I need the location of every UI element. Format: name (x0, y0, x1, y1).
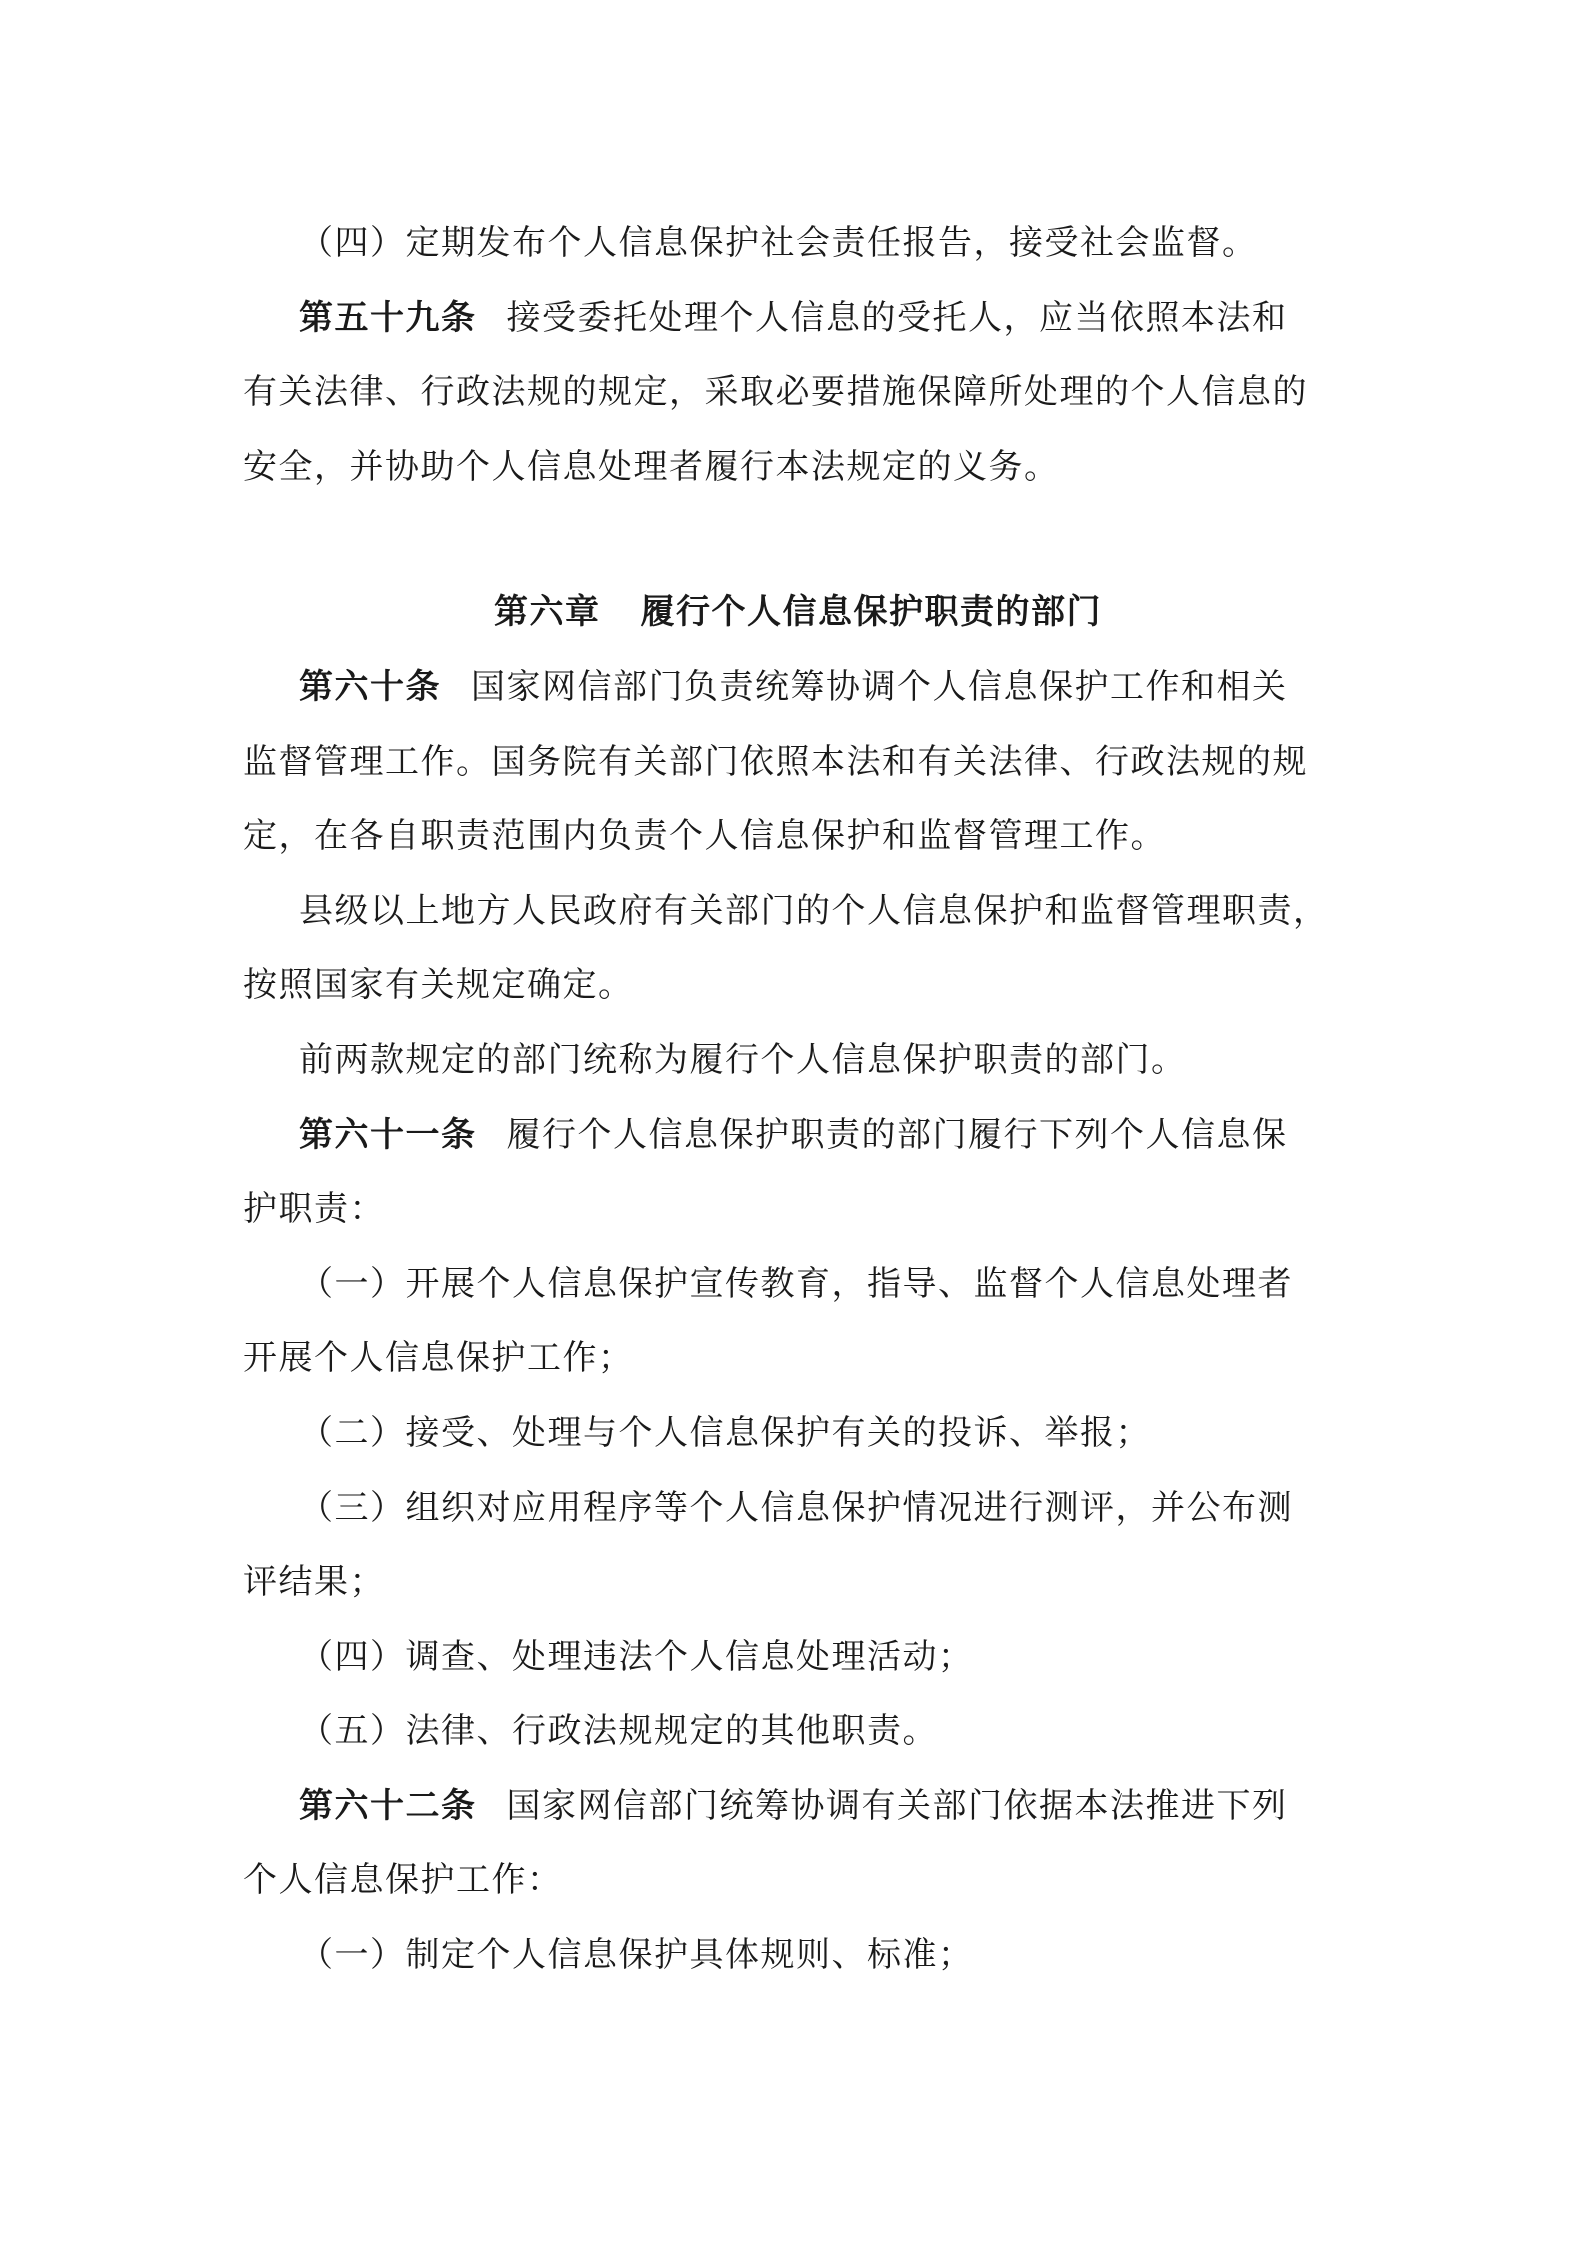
article-61-first-line: 第六十一条 履行个人信息保护职责的部门履行下列个人信息保 (299, 1114, 1288, 1155)
text-line: 监督管理工作。国务院有关部门依照本法和有关法律、行政法规的规 (243, 741, 1308, 782)
chapter-title: 履行个人信息保护职责的部门 (640, 592, 1102, 633)
text-line: 县级以上地方人民政府有关部门的个人信息保护和监督管理职责， (299, 890, 1329, 931)
text-line: 开展个人信息保护工作； (243, 1338, 634, 1379)
section-gap (243, 504, 1353, 575)
text-line: 个人信息保护工作： (243, 1860, 563, 1901)
list-item: （三）组织对应用程序等个人信息保护情况进行测评，并公布测 (299, 1487, 1293, 1528)
article-number: 第五十九条 (299, 297, 477, 338)
text-line: 前两款规定的部门统称为履行个人信息保护职责的部门。 (299, 1039, 1187, 1080)
chapter-number: 第六章 (494, 592, 601, 633)
list-item: （二）接受、处理与个人信息保护有关的投诉、举报； (299, 1412, 1151, 1453)
article-59-first-line: 第五十九条 接受委托处理个人信息的受托人，应当依照本法和 (299, 297, 1288, 338)
article-62-first-line: 第六十二条 国家网信部门统筹协调有关部门依据本法推进下列 (299, 1785, 1288, 1826)
chapter-heading (243, 575, 1353, 650)
text-line: 定，在各自职责范围内负责个人信息保护和监督管理工作。 (243, 816, 1166, 857)
text-line: （四）定期发布个人信息保护社会责任报告，接受社会监督。 (299, 223, 1258, 263)
article-number: 第六十一条 (299, 1114, 477, 1155)
article-number: 第六十条 (299, 666, 441, 707)
article-number: 第六十二条 (299, 1785, 477, 1826)
text-line: 按照国家有关规定确定。 (243, 965, 634, 1006)
text-line: 有关法律、行政法规的规定，采取必要措施保障所处理的个人信息的 (243, 372, 1308, 413)
list-item: （五）法律、行政法规规定的其他职责。 (299, 1711, 938, 1752)
list-item: （四）调查、处理违法个人信息处理活动； (299, 1636, 974, 1677)
document-body (243, 206, 1353, 1993)
text-line: 护职责： (243, 1189, 385, 1230)
text-line: 安全，并协助个人信息处理者履行本法规定的义务。 (243, 446, 1060, 487)
list-item: （一）开展个人信息保护宣传教育，指导、监督个人信息处理者 (299, 1263, 1293, 1304)
text-line: 评结果； (243, 1562, 385, 1603)
article-60-first-line: 第六十条 国家网信部门负责统筹协调个人信息保护工作和相关 (299, 666, 1288, 707)
list-item: （一）制定个人信息保护具体规则、标准； (299, 1935, 974, 1976)
